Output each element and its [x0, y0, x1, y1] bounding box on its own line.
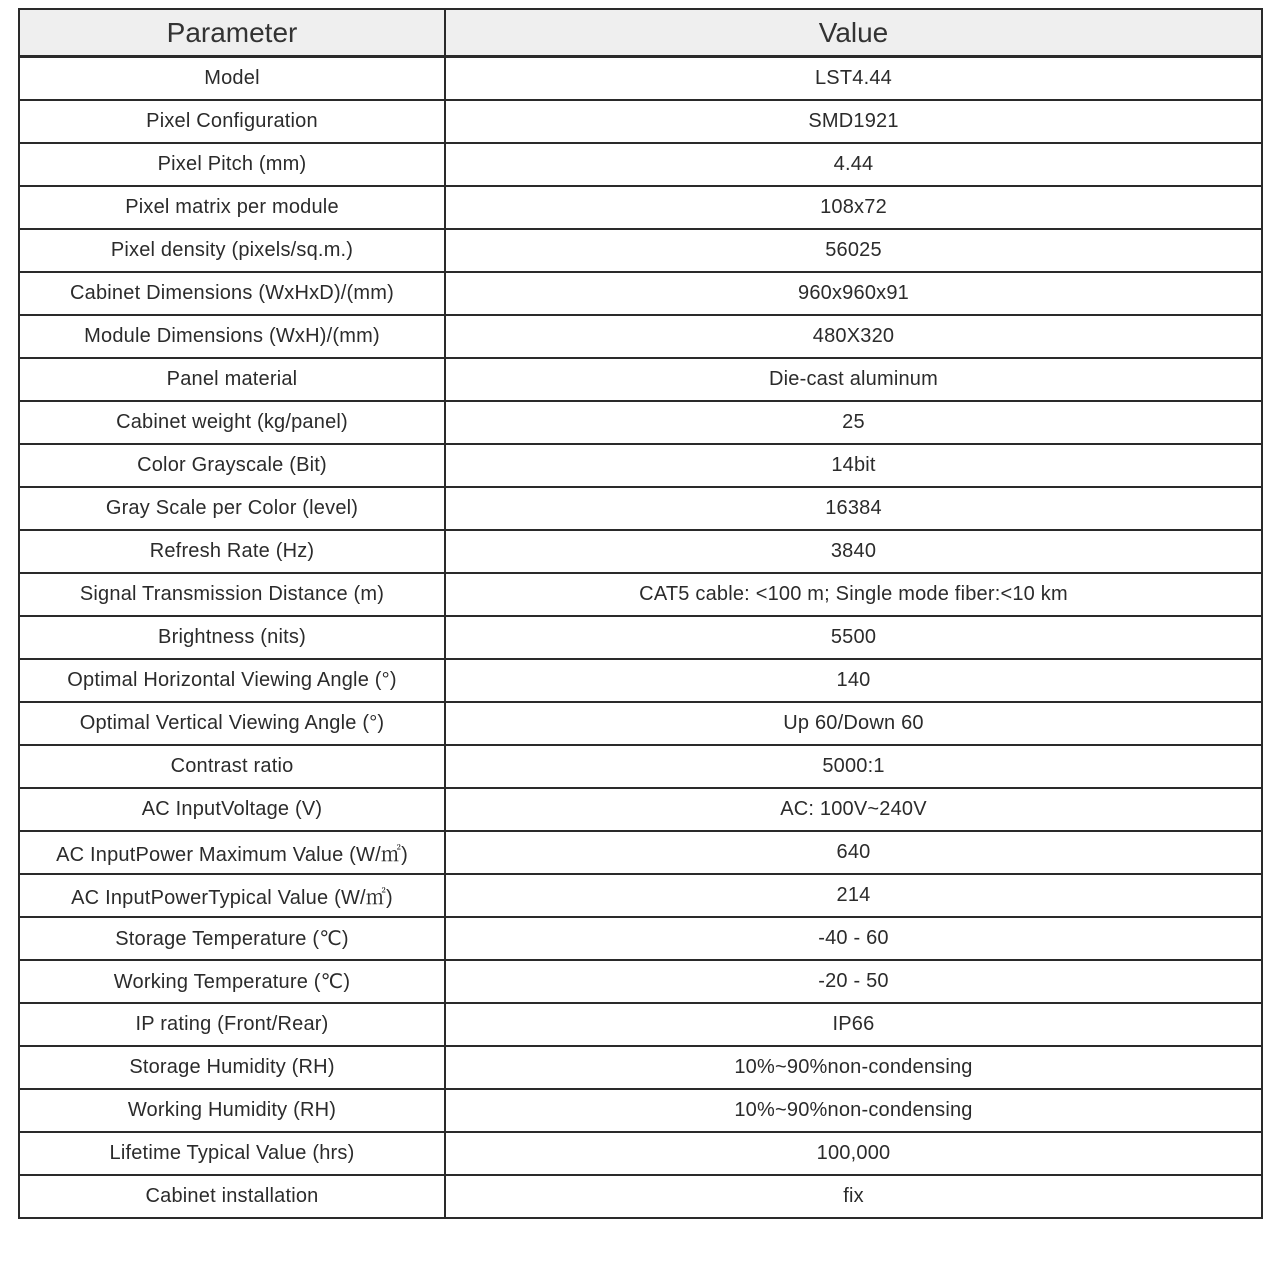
- table-row: [19, 659, 1262, 702]
- parameter-cell: Pixel Configuration: [19, 100, 445, 143]
- table-row: [19, 917, 1262, 960]
- value-cell: 214: [445, 874, 1262, 917]
- table-row: [19, 702, 1262, 745]
- value-cell: 960x960x91: [445, 272, 1262, 315]
- parameter-cell: Signal Transmission Distance (m): [19, 573, 445, 616]
- parameter-cell: Lifetime Typical Value (hrs): [19, 1132, 445, 1175]
- parameter-cell: Working Humidity (RH): [19, 1089, 445, 1132]
- table-row: [19, 487, 1262, 530]
- table-row: [19, 1132, 1262, 1175]
- value-cell: 56025: [445, 229, 1262, 272]
- parameter-cell: Color Grayscale (Bit): [19, 444, 445, 487]
- table-row: [19, 745, 1262, 788]
- table-row: [19, 960, 1262, 1003]
- table-header-row: [19, 9, 1262, 57]
- value-cell: 25: [445, 401, 1262, 444]
- table-body: [19, 57, 1262, 1219]
- value-cell: Die-cast aluminum: [445, 358, 1262, 401]
- table-row: [19, 1046, 1262, 1089]
- value-cell: 16384: [445, 487, 1262, 530]
- value-cell: 640: [445, 831, 1262, 874]
- parameter-cell: Cabinet weight (kg/panel): [19, 401, 445, 444]
- parameter-cell: Pixel Pitch (mm): [19, 143, 445, 186]
- value-cell: 3840: [445, 530, 1262, 573]
- value-cell: Up 60/Down 60: [445, 702, 1262, 745]
- column-header-value: Value: [445, 9, 1262, 57]
- value-cell: 5500: [445, 616, 1262, 659]
- parameter-cell: Gray Scale per Color (level): [19, 487, 445, 530]
- value-cell: 14bit: [445, 444, 1262, 487]
- table-row: [19, 186, 1262, 229]
- spec-table: [18, 8, 1263, 1219]
- value-cell: CAT5 cable: <100 m; Single mode fiber:<10 km: [445, 573, 1262, 616]
- table-row: [19, 1003, 1262, 1046]
- parameter-cell: AC InputPower Maximum Value (W/㎡): [19, 831, 445, 874]
- parameter-cell: Model: [19, 57, 445, 101]
- value-cell: 4.44: [445, 143, 1262, 186]
- value-cell: 10%~90%non-condensing: [445, 1089, 1262, 1132]
- parameter-cell: Module Dimensions (WxH)/(mm): [19, 315, 445, 358]
- table-row: [19, 272, 1262, 315]
- table-row: [19, 573, 1262, 616]
- table-row: [19, 315, 1262, 358]
- value-cell: 10%~90%non-condensing: [445, 1046, 1262, 1089]
- value-cell: -40 - 60: [445, 917, 1262, 960]
- parameter-cell: Pixel density (pixels/sq.m.): [19, 229, 445, 272]
- value-cell: 480X320: [445, 315, 1262, 358]
- table-row: [19, 874, 1262, 917]
- table-row: [19, 401, 1262, 444]
- table-row: [19, 143, 1262, 186]
- parameter-cell: Refresh Rate (Hz): [19, 530, 445, 573]
- parameter-cell: Storage Temperature (℃): [19, 917, 445, 960]
- parameter-cell: Optimal Vertical Viewing Angle (°): [19, 702, 445, 745]
- parameter-cell: Pixel matrix per module: [19, 186, 445, 229]
- parameter-cell: Brightness (nits): [19, 616, 445, 659]
- parameter-cell: Cabinet Dimensions (WxHxD)/(mm): [19, 272, 445, 315]
- table-row: [19, 57, 1262, 101]
- parameter-cell: AC InputPowerTypical Value (W/㎡): [19, 874, 445, 917]
- value-cell: 140: [445, 659, 1262, 702]
- parameter-cell: Panel material: [19, 358, 445, 401]
- table-row: [19, 358, 1262, 401]
- parameter-cell: Contrast ratio: [19, 745, 445, 788]
- parameter-cell: Cabinet installation: [19, 1175, 445, 1218]
- table-row: [19, 1175, 1262, 1218]
- value-cell: IP66: [445, 1003, 1262, 1046]
- value-cell: fix: [445, 1175, 1262, 1218]
- table-row: [19, 831, 1262, 874]
- table-row: [19, 100, 1262, 143]
- table-row: [19, 444, 1262, 487]
- table-row: [19, 1089, 1262, 1132]
- value-cell: -20 - 50: [445, 960, 1262, 1003]
- table-row: [19, 788, 1262, 831]
- parameter-cell: Working Temperature (℃): [19, 960, 445, 1003]
- table-row: [19, 229, 1262, 272]
- table-row: [19, 616, 1262, 659]
- parameter-cell: Optimal Horizontal Viewing Angle (°): [19, 659, 445, 702]
- column-header-parameter: Parameter: [19, 9, 445, 57]
- parameter-cell: AC InputVoltage (V): [19, 788, 445, 831]
- parameter-cell: IP rating (Front/Rear): [19, 1003, 445, 1046]
- value-cell: 108x72: [445, 186, 1262, 229]
- value-cell: 5000:1: [445, 745, 1262, 788]
- parameter-cell: Storage Humidity (RH): [19, 1046, 445, 1089]
- table-row: [19, 530, 1262, 573]
- value-cell: 100,000: [445, 1132, 1262, 1175]
- value-cell: AC: 100V~240V: [445, 788, 1262, 831]
- value-cell: SMD1921: [445, 100, 1262, 143]
- value-cell: LST4.44: [445, 57, 1262, 101]
